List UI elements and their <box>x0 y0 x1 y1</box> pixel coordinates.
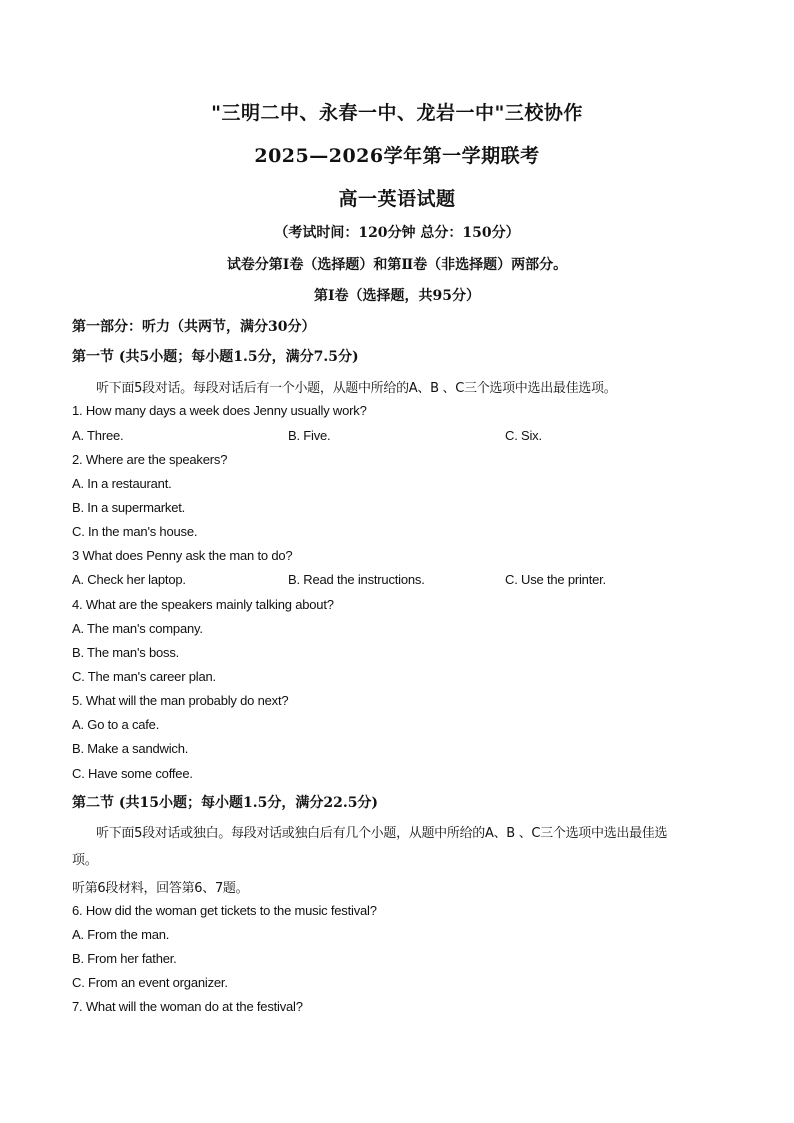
question-6-stem: 6. How did the woman get tickets to the music festival? <box>72 903 377 918</box>
question-2-option-a: A. In a restaurant. <box>72 476 172 491</box>
question-4-option-b: B. The man's boss. <box>72 645 180 660</box>
question-5-option-a: A. Go to a cafe. <box>72 717 160 732</box>
structure-note: 试卷分第Ⅰ卷（选择题）和第Ⅱ卷（非选择题）两部分。 <box>226 257 568 273</box>
question-5-option-c: C. Have some coffee. <box>72 766 193 781</box>
question-3-stem: 3 What does Penny ask the man to do? <box>72 548 293 563</box>
question-6-option-b: B. From her father. <box>72 951 177 966</box>
section-two-instruction-line1: 听下面5段对话或独白。每段对话或独白后有几个小题，从题中所给的A、B 、C三个选项中选出最佳选 <box>96 826 668 841</box>
question-1-option-b: B. Five. <box>288 428 331 443</box>
question-2-stem: 2. Where are the speakers? <box>72 452 228 467</box>
material-6-note: 听第6段材料，回答第6、7题。 <box>72 881 249 896</box>
section-two-heading: 第二节 (共15小题；每小题1.5分，满分22.5分) <box>72 795 379 811</box>
section-one-heading: 第一节 (共5小题；每小题1.5分，满分7.5分) <box>72 349 359 365</box>
question-3-option-b: B. Read the instructions. <box>288 572 425 587</box>
question-2-option-c: C. In the man's house. <box>72 524 198 539</box>
volume-one-heading: 第Ⅰ卷（选择题，共95分） <box>313 288 481 304</box>
section-one-instruction: 听下面5段对话。每段对话后有一个小题，从题中所给的A、B 、C三个选项中选出最佳选项。 <box>96 381 617 396</box>
question-6-option-c: C. From an event organizer. <box>72 975 228 990</box>
question-1-stem: 1. How many days a week does Jenny usually work? <box>72 403 367 418</box>
part-one-heading: 第一部分：听力（共两节，满分30分） <box>72 319 316 335</box>
question-6-option-a: A. From the man. <box>72 927 170 942</box>
school-collaboration-title: "三明二中、永春一中、龙岩一中"三校协作 <box>211 102 583 124</box>
question-2-option-b: B. In a supermarket. <box>72 500 186 515</box>
section-two-instruction-line2: 项。 <box>72 853 98 868</box>
term-title: 2025—2026学年第一学期联考 <box>254 145 540 167</box>
question-1-option-c: C. Six. <box>505 428 542 443</box>
question-5-option-b: B. Make a sandwich. <box>72 741 189 756</box>
exam-info: （考试时间：120分钟 总分：150分） <box>274 225 520 241</box>
question-1-option-a: A. Three. <box>72 428 124 443</box>
question-4-option-c: C. The man's career plan. <box>72 669 216 684</box>
question-3-option-c: C. Use the printer. <box>505 572 606 587</box>
question-3-option-a: A. Check her laptop. <box>72 572 186 587</box>
question-4-stem: 4. What are the speakers mainly talking about? <box>72 597 334 612</box>
subject-title: 高一英语试题 <box>338 188 456 210</box>
question-5-stem: 5. What will the man probably do next? <box>72 693 289 708</box>
question-4-option-a: A. The man's company. <box>72 621 203 636</box>
question-7-stem: 7. What will the woman do at the festival? <box>72 999 303 1014</box>
